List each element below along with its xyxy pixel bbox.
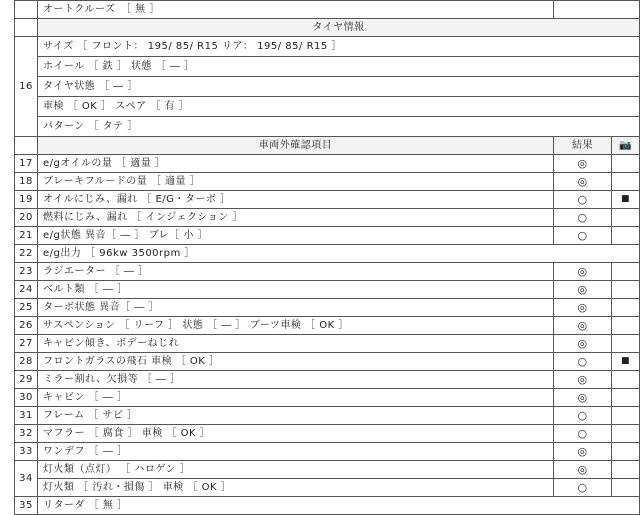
table-row (15, 299, 640, 317)
result-mark: ○ (554, 191, 612, 209)
row-number: 32 (15, 425, 38, 443)
result-mark: ◎ (554, 443, 612, 461)
result-mark: ◎ (554, 461, 612, 479)
row-number: 34 (15, 461, 38, 497)
table-row (15, 281, 640, 299)
table-row (15, 173, 640, 191)
row-number (15, 1, 38, 19)
camera-mark-icon (612, 209, 640, 227)
row-number: 35 (15, 497, 38, 515)
table-row (15, 335, 640, 353)
table-row (15, 371, 640, 389)
camera-mark-icon (612, 389, 640, 407)
tire-info-line: ホイール ［ 鉄 ］ 状態 ［ ― ］ (38, 57, 640, 77)
table-row (15, 191, 640, 209)
row-number: 21 (15, 227, 38, 245)
tire-info-line: タイヤ状態 ［ ― ］ (38, 77, 640, 97)
row-number: 19 (15, 191, 38, 209)
result-mark: ◎ (554, 317, 612, 335)
row-number: 24 (15, 281, 38, 299)
camera-mark-icon (612, 479, 640, 497)
tire-info-line: 車検 ［ OK ］ スペア ［ 有 ］ (38, 97, 640, 117)
table-row (15, 227, 640, 245)
tire-info-row (15, 77, 640, 97)
check-item-text: e/g出力 ［ 96kw 3500rpm ］ (38, 245, 640, 263)
result-mark: ○ (554, 407, 612, 425)
table-row (15, 407, 640, 425)
row-number: 28 (15, 353, 38, 371)
camera-mark-icon (612, 173, 640, 191)
row-number: 26 (15, 317, 38, 335)
check-item-text: e/g状態 異音［ ― ］ ブレ［ 小 ］ (38, 227, 554, 245)
tire-info-line: パターン ［ タテ ］ (38, 117, 640, 137)
result-mark: ◎ (554, 371, 612, 389)
camera-mark-icon (612, 299, 640, 317)
camera-mark-icon (612, 281, 640, 299)
table-row (15, 479, 640, 497)
row-number: 27 (15, 335, 38, 353)
table-row (15, 209, 640, 227)
result-mark: ○ (554, 425, 612, 443)
tire-info-line: サイズ ［ フロント： 195/ 85/ R15 リア： 195/ 85/ R15 ］ (38, 37, 640, 57)
result-mark: ◎ (554, 335, 612, 353)
camera-mark-icon (612, 155, 640, 173)
table-row (15, 461, 640, 479)
tire-info-row (15, 57, 640, 77)
camera-icon: 📷 (619, 140, 632, 151)
row-number: 23 (15, 263, 38, 281)
camera-mark-icon (612, 371, 640, 389)
result-mark: ○ (554, 353, 612, 371)
camera-mark-icon (612, 425, 640, 443)
result-mark: ◎ (554, 299, 612, 317)
camera-mark-icon: ■ (612, 353, 640, 371)
tire-info-row (15, 37, 640, 57)
check-item-text: 灯火類（点灯） ［ ハロゲン ］ (38, 461, 554, 479)
row-number: 29 (15, 371, 38, 389)
table-row (15, 353, 640, 371)
empty-cell (554, 1, 640, 19)
tire-section-header-row (15, 19, 640, 37)
check-item-text: フレーム ［ サビ ］ (38, 407, 554, 425)
check-item-text: 灯火類 ［ 汚れ・損傷 ］ 車検 ［ OK ］ (38, 479, 554, 497)
result-mark: ○ (554, 227, 612, 245)
table-row (15, 317, 640, 335)
row-number: 25 (15, 299, 38, 317)
camera-mark-icon (612, 227, 640, 245)
result-mark: ○ (554, 479, 612, 497)
check-item-text: ラジエーター ［ ― ］ (38, 263, 554, 281)
table-row (15, 263, 640, 281)
camera-header-cell (612, 137, 640, 155)
result-mark: ○ (554, 209, 612, 227)
check-item-text: ベルト類 ［ ― ］ (38, 281, 554, 299)
table-row (15, 389, 640, 407)
row-number: 31 (15, 407, 38, 425)
tire-info-row (15, 117, 640, 137)
check-item-text: ターボ状態 異音［ ― ］ (38, 299, 554, 317)
tire-section-header: タイヤ情報 (38, 19, 640, 37)
table-row (15, 425, 640, 443)
check-item-text: オイルにじみ、漏れ ［ E/G・ターボ ］ (38, 191, 554, 209)
camera-mark-icon (612, 443, 640, 461)
check-item-text: サスペンション ［ リーフ ］ 状態 ［ ― ］ ブーツ車検 ［ OK ］ (38, 317, 554, 335)
row-number: 33 (15, 443, 38, 461)
check-item-text: マフラー ［ 腐食 ］ 車検 ［ OK ］ (38, 425, 554, 443)
check-item-text: キャビン傾き、ボデーねじれ (38, 335, 554, 353)
camera-mark-icon (612, 461, 640, 479)
table-row (15, 497, 640, 515)
tire-info-row (15, 97, 640, 117)
result-mark: ◎ (554, 155, 612, 173)
check-item-text: ワンデフ ［ ― ］ (38, 443, 554, 461)
table-row (15, 155, 640, 173)
row-number: 17 (15, 155, 38, 173)
check-item-text: 燃料にじみ、漏れ ［ インジェクション ］ (38, 209, 554, 227)
check-section-header: 車両外確認項目 (38, 137, 554, 155)
check-item-text: フロントガラスの飛石 車検 ［ OK ］ (38, 353, 554, 371)
check-section-header-row (15, 137, 640, 155)
row-number: 16 (15, 37, 38, 137)
result-mark: ◎ (554, 173, 612, 191)
row-number: 22 (15, 245, 38, 263)
result-mark: ◎ (554, 263, 612, 281)
row-number: 30 (15, 389, 38, 407)
auto-cruise-label: オートクルーズ ［ 無 ］ (38, 1, 554, 19)
result-mark: ◎ (554, 389, 612, 407)
camera-mark-icon: ■ (612, 191, 640, 209)
result-header: 結果 (554, 137, 612, 155)
table-row (15, 443, 640, 461)
camera-mark-icon (612, 317, 640, 335)
row-number: 20 (15, 209, 38, 227)
camera-mark-icon (612, 263, 640, 281)
check-item-text: キャビン ［ ― ］ (38, 389, 554, 407)
check-item-text: リターダ ［ 無 ］ (38, 497, 640, 515)
inspection-sheet (14, 0, 640, 511)
camera-mark-icon (612, 407, 640, 425)
auto-cruise-row (15, 1, 640, 19)
inspection-table (14, 0, 640, 515)
row-number: 18 (15, 173, 38, 191)
check-item-text: ブレーキフルードの量 ［ 適量 ］ (38, 173, 554, 191)
result-mark: ◎ (554, 281, 612, 299)
check-item-text: ミラー割れ、欠損等 ［ ― ］ (38, 371, 554, 389)
check-item-text: e/gオイルの量 ［ 適量 ］ (38, 155, 554, 173)
camera-mark-icon (612, 335, 640, 353)
table-row (15, 245, 640, 263)
